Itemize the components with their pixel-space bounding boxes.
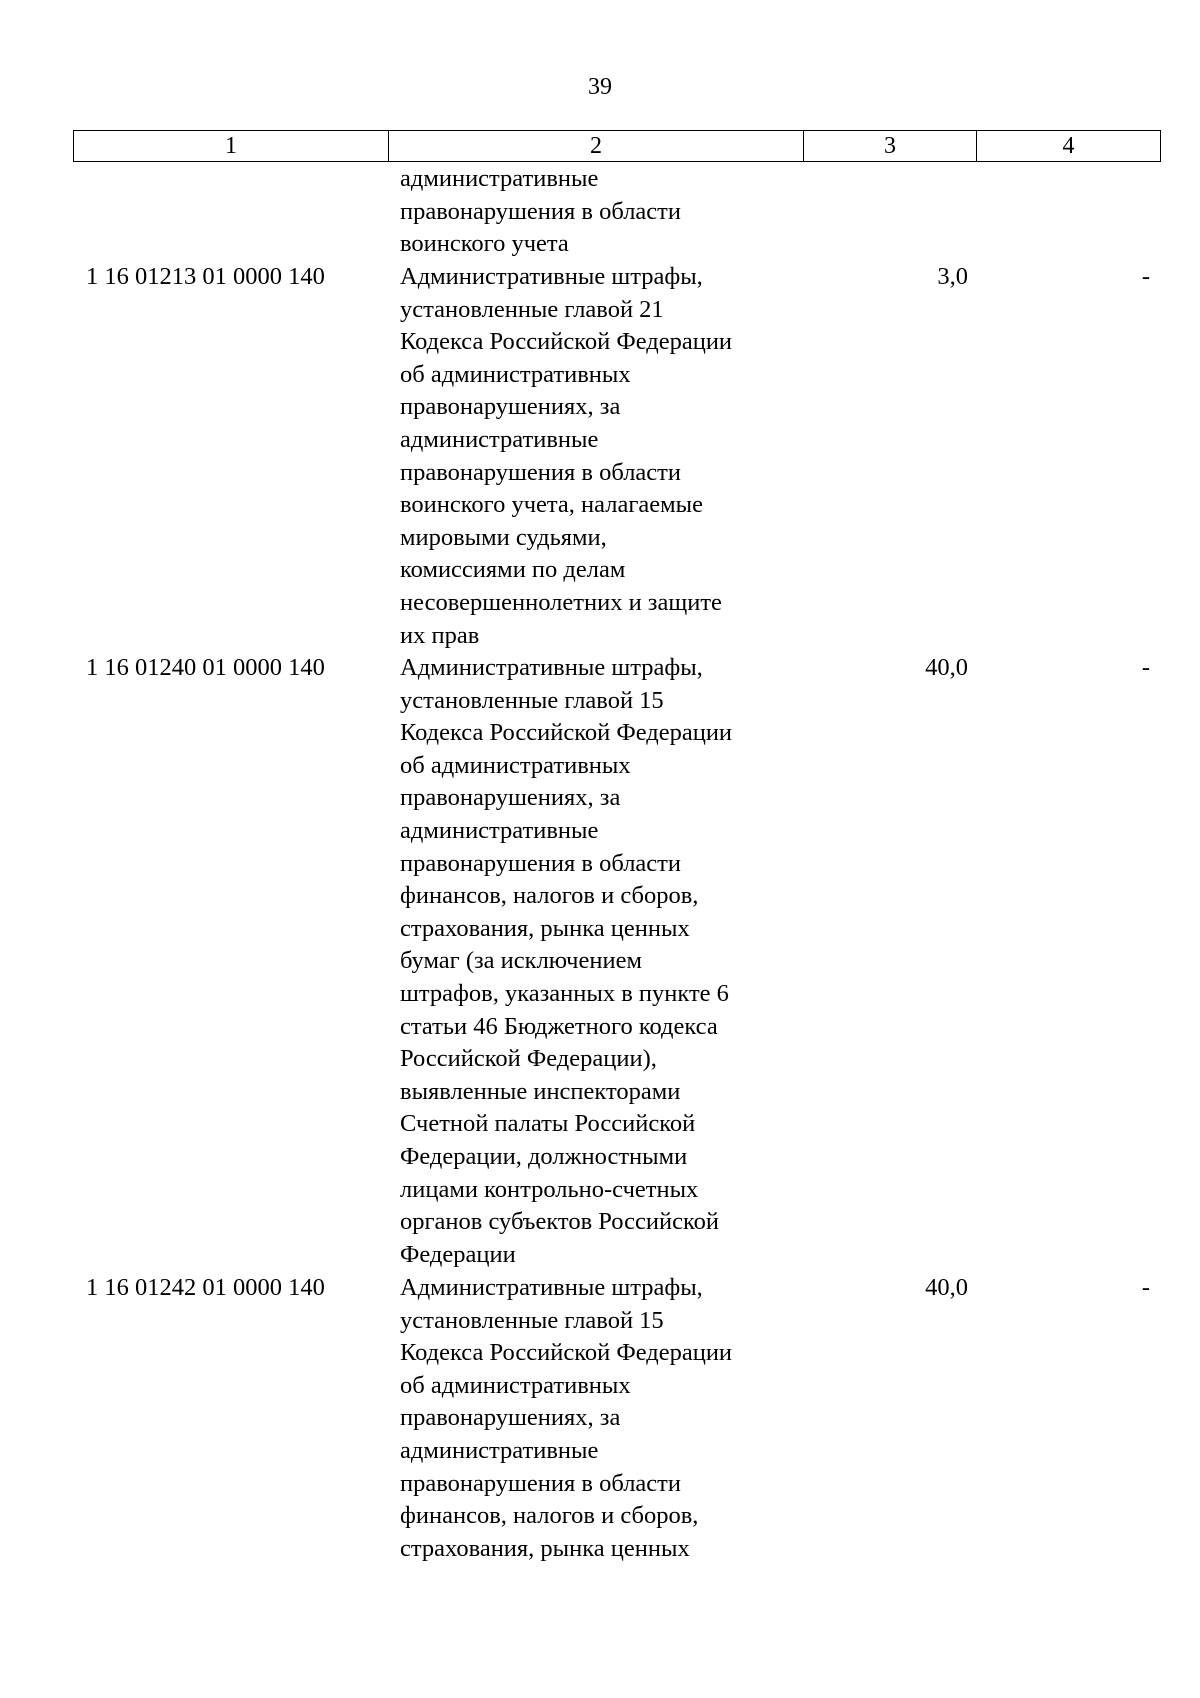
row-description [400,1272,732,1565]
row-amount: 40,0 [925,1274,968,1301]
description-line: выявленные инспекторами [400,1077,681,1105]
description-line: лицами контрольно-счетных [400,1175,699,1203]
description-line: правонарушениях, за [400,393,621,421]
description-line: статьи 46 Бюджетного кодекса [400,1012,718,1040]
header-col-2: 2 [389,131,804,161]
description-line: органов субъектов Российской [400,1208,720,1236]
page-number: 39 [588,74,612,100]
description-line: финансов, налогов и сборов, [400,882,699,910]
row-description [400,261,732,652]
row-col4: - [1141,263,1150,290]
description-line: правонарушения в области [400,197,681,225]
description-line: Административные штрафы, [400,1274,703,1301]
description-line: правонарушения в области [400,458,681,486]
description-line: воинского учета, налагаемые [400,491,703,519]
description-line: страхования, рынка ценных [400,1534,690,1562]
row-amount: 40,0 [925,654,968,681]
description-line: установленные главой 15 [400,1306,664,1334]
description-line: об административных [400,1371,631,1399]
description-line: правонарушения в области [400,1469,681,1497]
header-col-4: 4 [1062,133,1075,159]
row-code: 1 16 01240 01 0000 140 [86,654,325,681]
description-line: штрафов, указанных в пункте 6 [400,979,729,1007]
description-line: несовершеннолетних и защите [400,588,722,616]
description-line: установленные главой 21 [400,295,664,323]
description-line: административные [400,425,599,453]
description-line: Административные штрафы, [400,654,703,681]
row-amount: 3,0 [937,263,968,290]
table-header [73,130,1161,162]
description-line: правонарушениях, за [400,784,621,812]
row-description [400,652,732,1271]
description-line: административные [400,165,599,192]
description-line: об административных [400,360,631,388]
description-line: Счетной палаты Российской [400,1110,696,1138]
description-line: комиссиями по делам [400,556,626,584]
row-col4: - [1141,1274,1150,1301]
description-line: правонарушениях, за [400,1404,621,1432]
description-line: их прав [400,621,480,649]
description-line: административные [400,816,599,844]
description-line: Кодекса Российской Федерации [400,719,733,747]
row-col4: - [1141,654,1150,681]
continuation-description [400,163,681,261]
description-line: Федерации, должностными [400,1142,688,1170]
row-code: 1 16 01242 01 0000 140 [86,1274,325,1301]
description-line: Кодекса Российской Федерации [400,328,733,356]
description-line: Российской Федерации), [400,1045,657,1073]
description-line: Федерации [400,1240,516,1268]
header-col-3: 3 [804,131,977,161]
description-line: Административные штрафы, [400,263,703,290]
description-line: воинского учета [400,230,569,258]
description-line: финансов, налогов и сборов, [400,1502,699,1530]
description-line: установленные главой 15 [400,686,664,714]
description-line: правонарушения в области [400,849,681,877]
description-line: Кодекса Российской Федерации [400,1339,733,1367]
description-line: мировыми судьями, [400,523,607,551]
row-code: 1 16 01213 01 0000 140 [86,263,325,290]
description-line: бумаг (за исключением [400,947,642,975]
description-line: страхования, рынка ценных [400,914,690,942]
header-col-1: 1 [74,131,389,161]
description-line: об административных [400,751,631,779]
description-line: административные [400,1436,599,1464]
